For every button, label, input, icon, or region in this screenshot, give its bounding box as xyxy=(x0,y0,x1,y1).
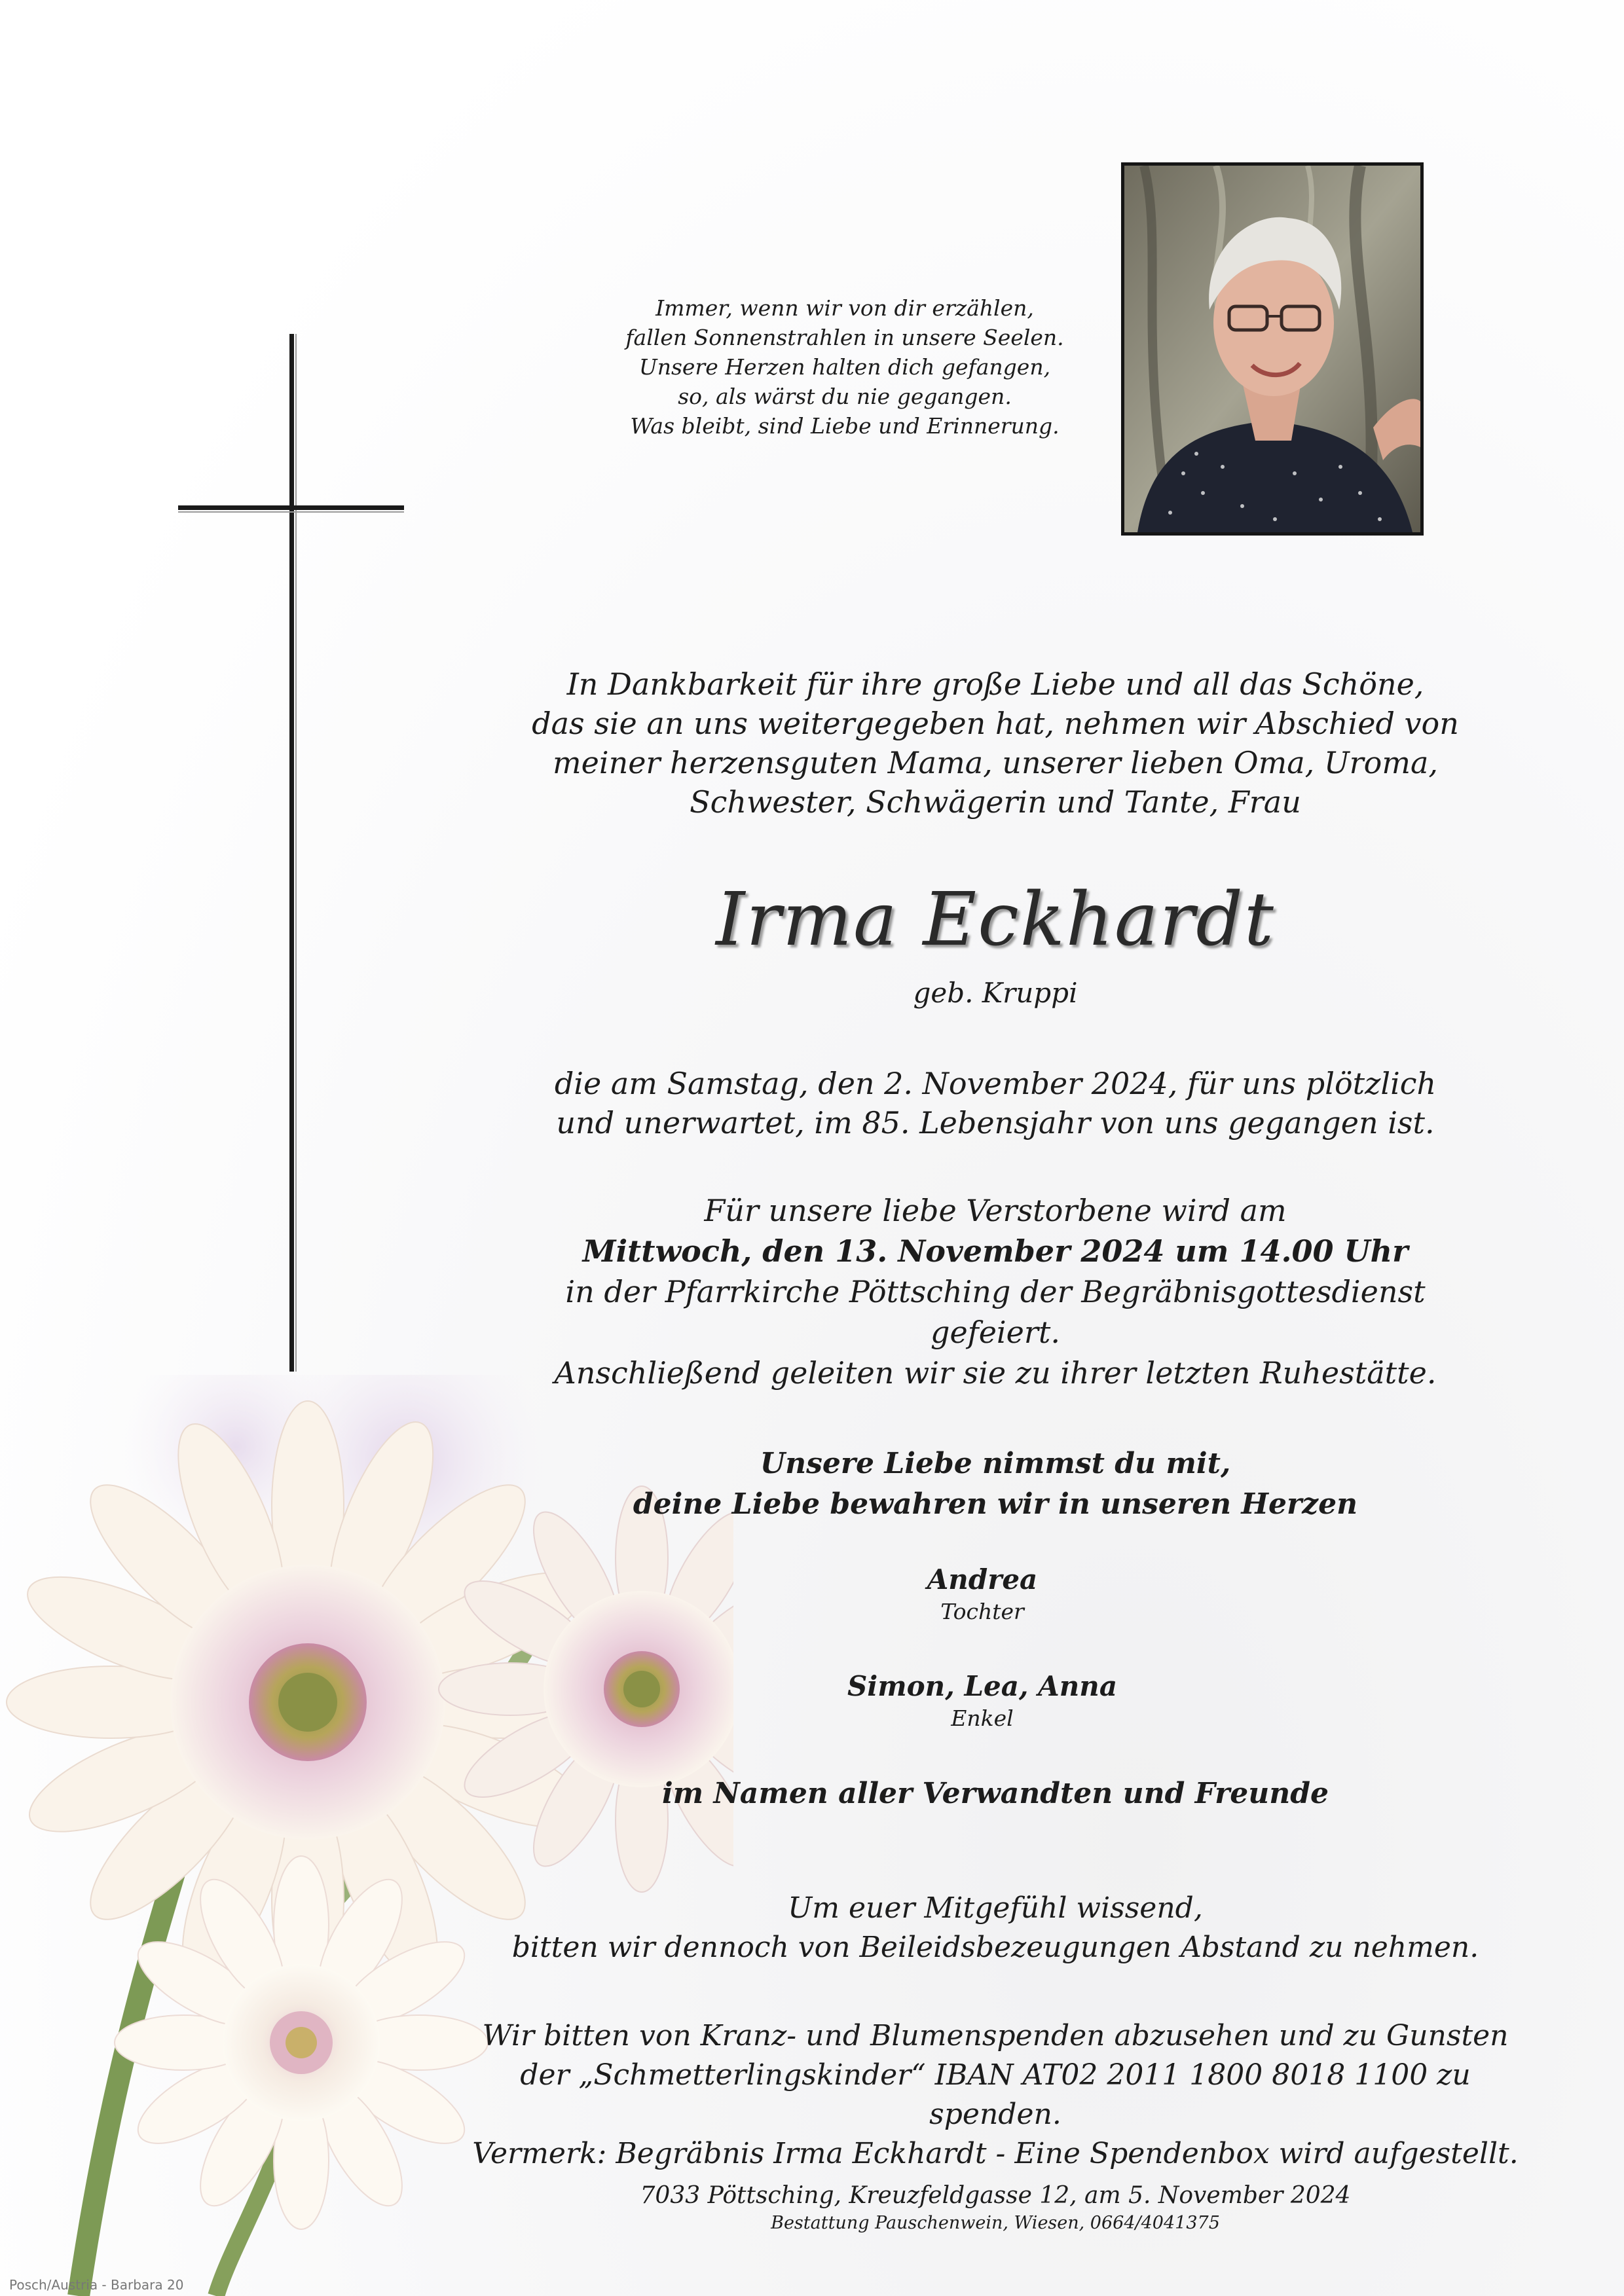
funeral-line: Für unsere liebe Verstorbene wird am xyxy=(704,1193,1287,1228)
mourner-name: Simon, Lea, Anna xyxy=(847,1670,1118,1702)
footer xyxy=(576,2180,1414,2235)
funeral-line: Anschließend geleiten wir sie zu ihrer letzten Ruhestätte. xyxy=(554,1355,1437,1391)
mourner-role: Tochter xyxy=(940,1599,1024,1624)
closing-line: Um euer Mitgefühl wissend, xyxy=(788,1891,1203,1925)
portrait-photo xyxy=(1121,162,1424,536)
intro-line: In Dankbarkeit für ihre große Liebe und all das Schöne, xyxy=(566,666,1424,702)
donation-line: der „Schmetterlingskinder“ IBAN AT02 2011 1800 8018 1100 zu spenden. xyxy=(520,2058,1471,2131)
donation-line: Vermerk: Begräbnis Irma Eckhardt - Eine Spendenbox wird aufgestellt. xyxy=(472,2137,1519,2170)
motto xyxy=(563,1444,1428,1525)
death-line: und unerwartet, im 85. Lebensjahr von uns gegangen ist. xyxy=(556,1105,1435,1140)
image-credit: Posch/Austria - Barbara 20 xyxy=(9,2277,184,2293)
motto-line: Unsere Liebe nimmst du mit, xyxy=(760,1447,1231,1480)
poem-line: fallen Sonnenstrahlen in unsere Seelen. xyxy=(625,325,1064,350)
funeral-date: Mittwoch, den 13. November 2024 um 14.00 Uhr xyxy=(582,1233,1409,1269)
intro-line: das sie an uns weitergegeben hat, nehmen wir Abschied von xyxy=(532,706,1459,741)
poem-line: Immer, wenn wir von dir erzählen, xyxy=(655,295,1034,321)
death-line: die am Samstag, den 2. November 2024, für uns plötzlich xyxy=(554,1066,1437,1101)
donation-line: Wir bitten von Kranz- und Blumenspenden abzusehen und zu Gunsten xyxy=(482,2019,1509,2052)
portrait-illustration xyxy=(1124,166,1420,532)
poem xyxy=(498,293,1192,441)
mourner-daughter xyxy=(655,1561,1310,1626)
closing-text xyxy=(498,1889,1493,1967)
intro-line: Schwester, Schwägerin und Tante, Frau xyxy=(690,784,1301,820)
funeral-line: in der Pfarrkirche Pöttsching der Begräbnisgottesdienst gefeiert. xyxy=(565,1274,1426,1350)
mourner-grandchildren xyxy=(655,1668,1310,1732)
poem-line: Unsere Herzen halten dich gefangen, xyxy=(638,354,1051,380)
all-relatives-line: im Namen aller Verwandten und Freunde xyxy=(661,1777,1329,1810)
cross-horizontal-bar xyxy=(178,505,404,510)
closing-line: bitten wir dennoch von Beileidsbezeugungen Abstand zu nehmen. xyxy=(511,1931,1479,1964)
funeral-info xyxy=(511,1190,1480,1393)
deceased-name: Irma Eckhardt xyxy=(716,877,1275,962)
mourner-name: Andrea xyxy=(927,1563,1038,1595)
cross-vertical-bar xyxy=(289,334,294,1372)
footer-address: 7033 Pöttsching, Kreuzfeldgasse 12, am 5. November 2024 xyxy=(640,2182,1351,2209)
death-notice xyxy=(511,1064,1480,1142)
intro-text xyxy=(511,665,1480,822)
motto-line: deine Liebe bewahren wir in unseren Herzen xyxy=(633,1487,1358,1521)
intro-line: meiner herzensguten Mama, unserer lieben Oma, Uroma, xyxy=(553,745,1438,780)
footer-undertaker: Bestattung Pauschenwein, Wiesen, 0664/4041375 xyxy=(771,2213,1220,2233)
poem-line: Was bleibt, sind Liebe und Erinnerung. xyxy=(630,413,1060,439)
poem-line: so, als wärst du nie gegangen. xyxy=(678,384,1012,409)
maiden-name: geb. Kruppi xyxy=(913,977,1078,1009)
donation-request xyxy=(458,2016,1532,2174)
mourner-role: Enkel xyxy=(951,1705,1014,1731)
